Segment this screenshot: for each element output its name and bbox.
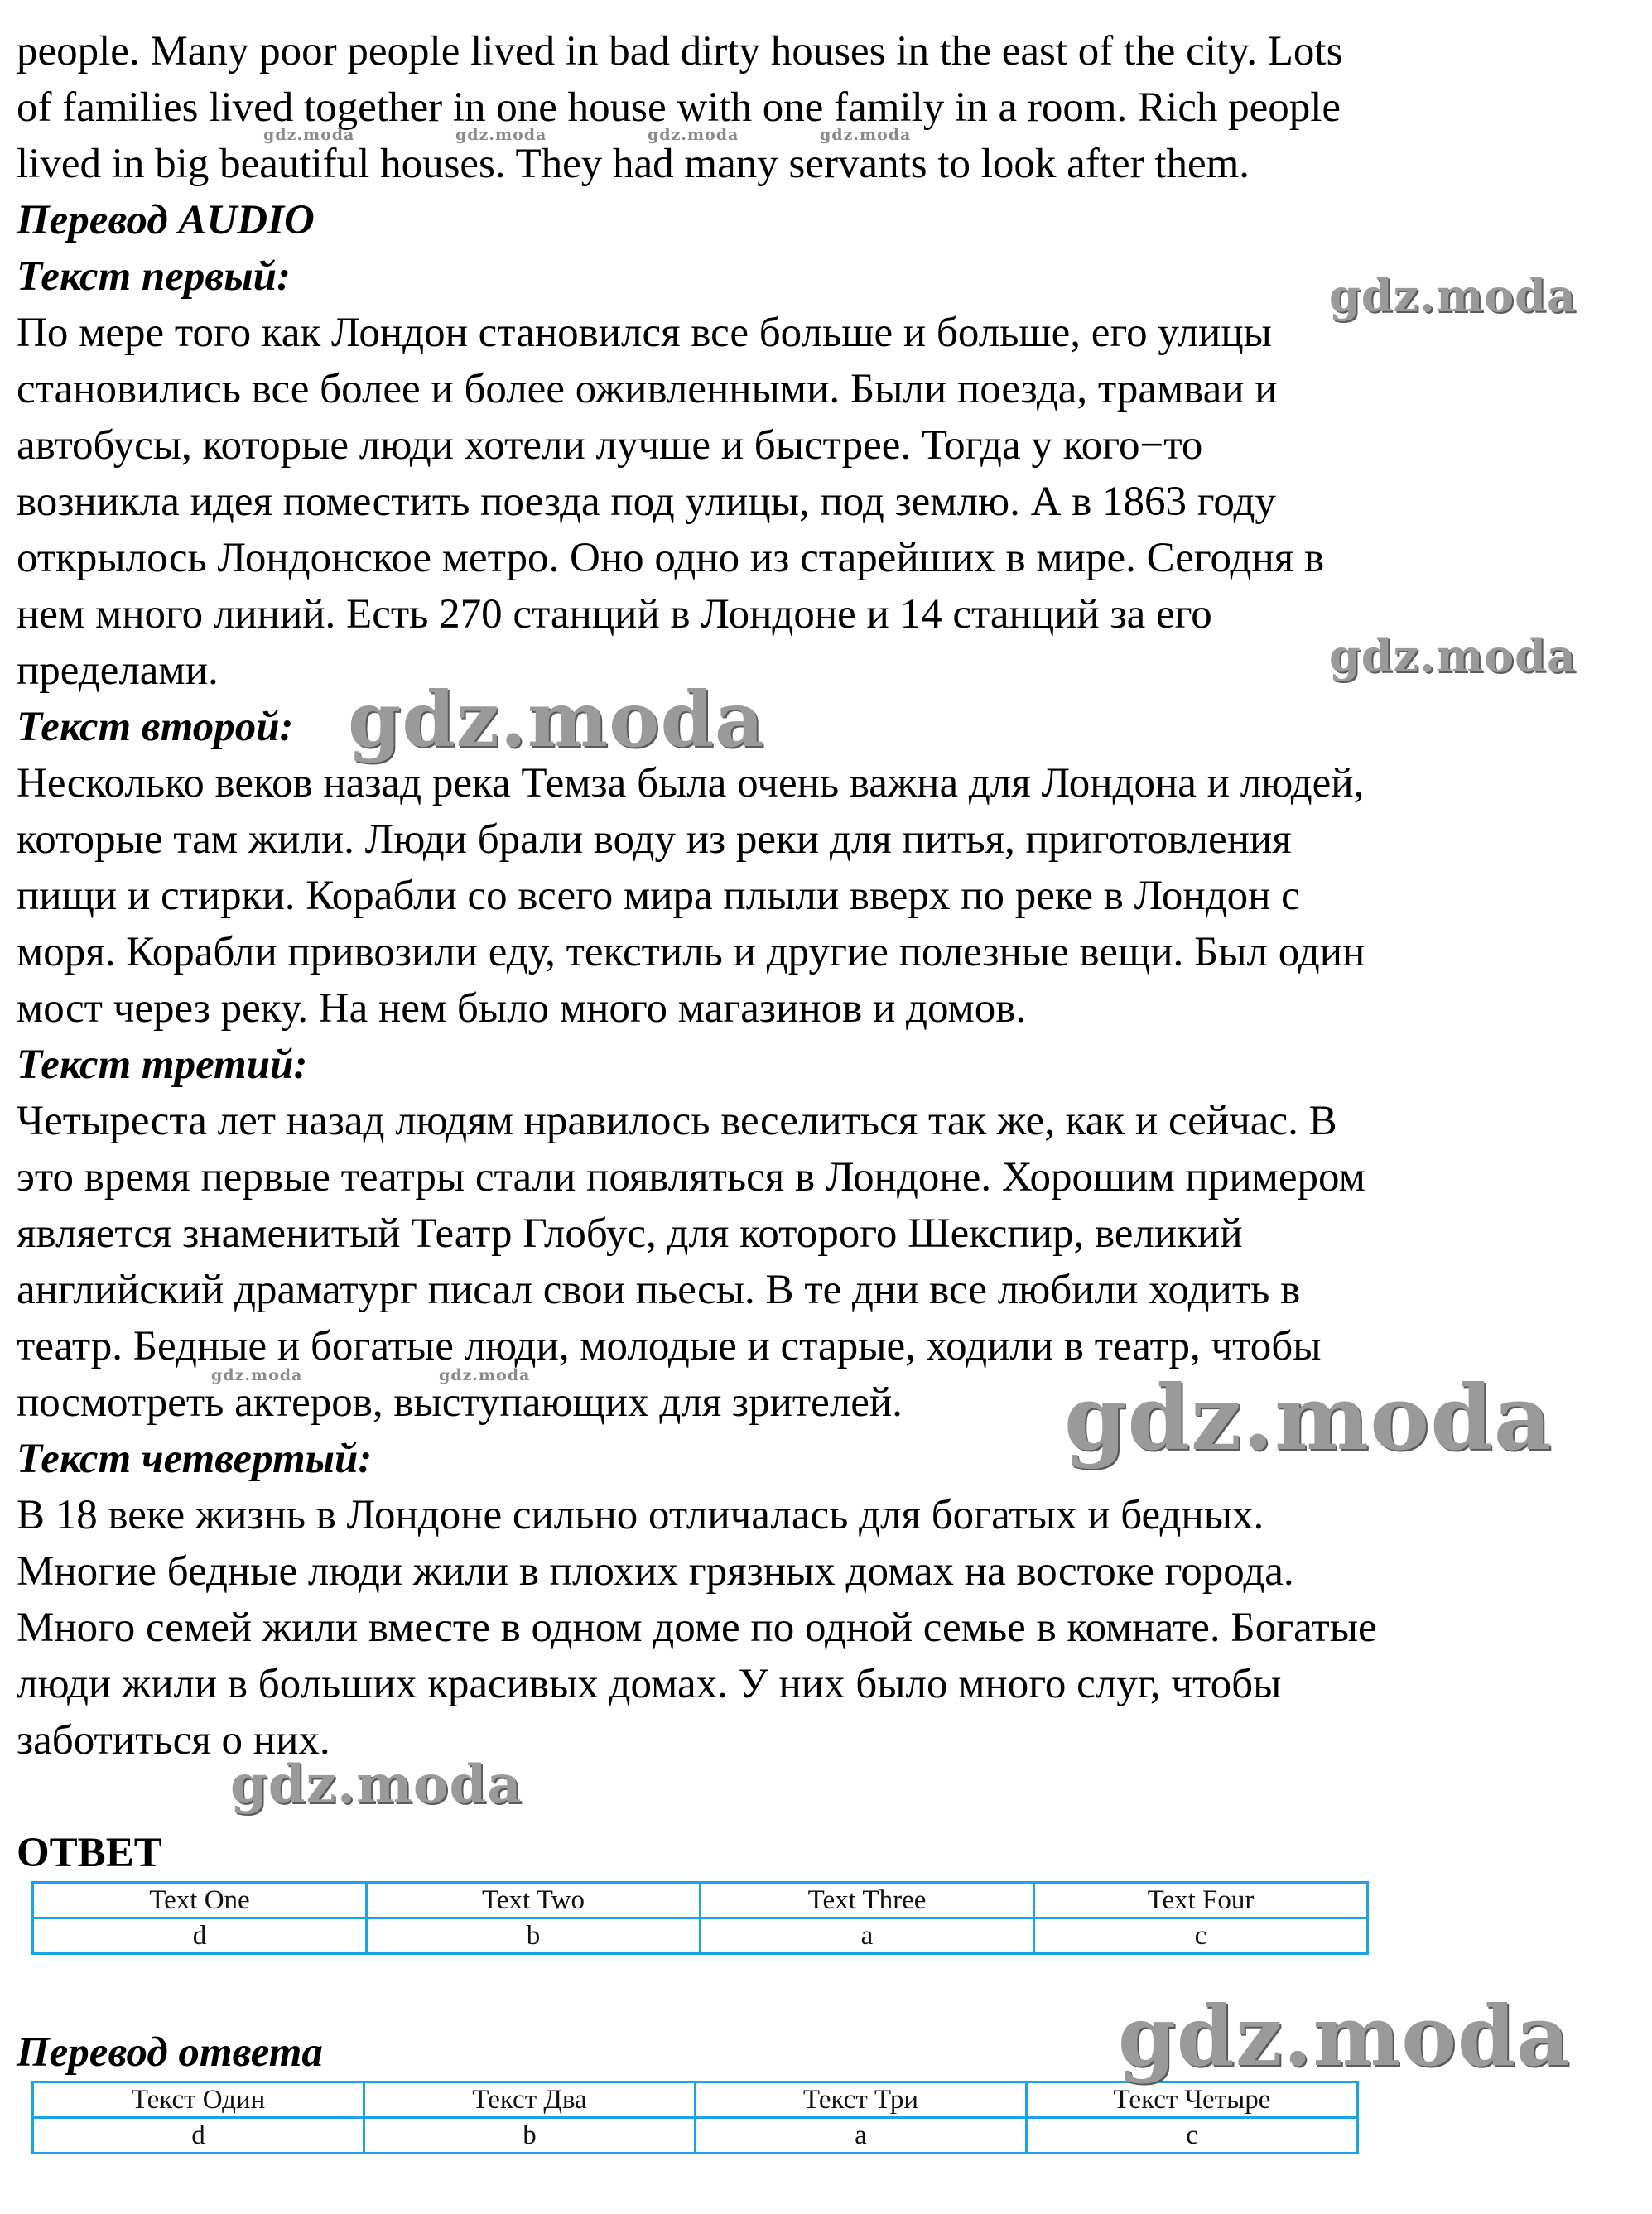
watermark: gdz.moda [648,126,739,144]
answer-translation-header-cell: Текст Три [696,2082,1027,2118]
text-three-line: это время первые театры стали появляться в Лондоне. Хорошим примером [17,1154,1365,1201]
watermark: gdz.moda [455,126,547,144]
watermark: gdz.moda [1329,629,1577,682]
text-one-heading: Текст первый: [17,253,291,300]
text-one-line: автобусы, которые люди хотели лучше и быстрее. Тогда у кого−то [17,422,1203,469]
text-four-heading: Текст четвертый: [17,1436,373,1482]
answer-translation-value-row [33,2118,1358,2154]
watermark: gdz.moda [1329,269,1577,322]
text-two-line: пищи и стирки. Корабли со всего мира плыли вверх по реке в Лондон с [17,873,1300,919]
intro-line: of families lived together in one house with one family in a room. Rich people [17,84,1341,131]
answer-header-row [33,1883,1368,1918]
text-four-line: люди жили в больших красивых домах. У них было много слуг, чтобы [17,1661,1282,1707]
text-three-line: театр. Бедные и богатые люди, молодые и старые, ходили в театр, чтобы [17,1323,1322,1369]
watermark: gdz.moda [263,126,355,144]
answer-translation-value-cell: a [696,2118,1027,2154]
answer-value-cell: d [33,1918,367,1954]
text-two-line: которые там жили. Люди брали воду из реки для питья, приготовления [17,816,1292,863]
answer-translation-heading: Перевод ответа [17,2029,323,2076]
text-one-line: По мере того как Лондон становился все больше и больше, его улицы [17,310,1272,356]
text-one-line: нем много линий. Есть 270 станций в Лондоне и 14 станций за его [17,591,1212,638]
text-two-line: мост через реку. На нем было много магазинов и домов. [17,985,1027,1032]
text-one-line: пределами. [17,647,219,694]
answer-heading: ОТВЕТ [17,1830,162,1876]
watermark: gdz.moda [230,1754,523,1816]
text-two-heading: Текст второй: [17,704,294,750]
text-four-line: заботиться о них. [17,1717,330,1764]
text-three-line: английский драматург писал свои пьесы. В те дни все любили ходить в [17,1267,1301,1313]
answer-header-cell: Text Three [701,1883,1034,1918]
intro-line: people. Many poor people lived in bad dirty houses in the east of the city. Lots [17,28,1343,75]
watermark: gdz.moda [348,675,765,764]
answer-value-row [33,1918,1368,1954]
intro-line: lived in big beautiful houses. They had many servants to look after them. [17,141,1250,187]
answer-translation-value-cell: d [33,2118,364,2154]
answer-translation-header-row [33,2082,1358,2118]
answer-value-cell: c [1034,1918,1368,1954]
text-two-line: Несколько веков назад река Темза была очень важна для Лондона и людей, [17,760,1365,806]
text-three-line: Четыреста лет назад людям нравилось веселиться так же, как и сейчас. В [17,1098,1337,1144]
watermark: gdz.moda [1118,1987,1571,2085]
text-three-line: является знаменитый Театр Глобус, для которого Шекспир, великий [17,1210,1243,1257]
answer-value-cell: b [367,1918,701,1954]
answer-translation-header-cell: Текст Четыре [1027,2082,1358,2118]
text-three-line: посмотреть актеров, выступающих для зрителей. [17,1379,903,1426]
text-one-line: открылось Лондонское метро. Оно одно из старейших в мире. Сегодня в [17,535,1325,581]
text-four-line: Многие бедные люди жили в плохих грязных домах на востоке города. [17,1548,1294,1595]
text-one-line: возникла идея поместить поезда под улицы, под землю. А в 1863 году [17,479,1276,525]
watermark: gdz.moda [211,1366,303,1384]
answer-header-cell: Text One [33,1883,367,1918]
text-two-line: моря. Корабли привозили еду, текстиль и другие полезные вещи. Был один [17,929,1365,975]
answer-table [31,1881,1369,1955]
text-four-line: В 18 веке жизнь в Лондоне сильно отличалась для богатых и бедных. [17,1492,1264,1538]
answer-translation-header-cell: Текст Два [364,2082,696,2118]
answer-translation-value-cell: b [364,2118,696,2154]
answer-header-cell: Text Two [367,1883,701,1918]
audio-translation-heading: Перевод AUDIO [17,197,315,243]
answer-translation-table [31,2081,1359,2154]
watermark: gdz.moda [820,126,912,144]
answer-translation-value-cell: c [1027,2118,1358,2154]
document-page [17,23,1640,2154]
answer-header-cell: Text Four [1034,1883,1368,1918]
text-three-heading: Текст третий: [17,1042,308,1088]
text-four-line: Много семей жили вместе в одном доме по одной семье в комнате. Богатые [17,1605,1377,1651]
text-one-line: становились все более и более оживленными. Были поезда, трамваи и [17,366,1278,412]
watermark: gdz.moda [439,1366,531,1384]
watermark: gdz.moda [1064,1366,1553,1470]
answer-value-cell: a [701,1918,1034,1954]
answer-translation-header-cell: Текст Один [33,2082,364,2118]
